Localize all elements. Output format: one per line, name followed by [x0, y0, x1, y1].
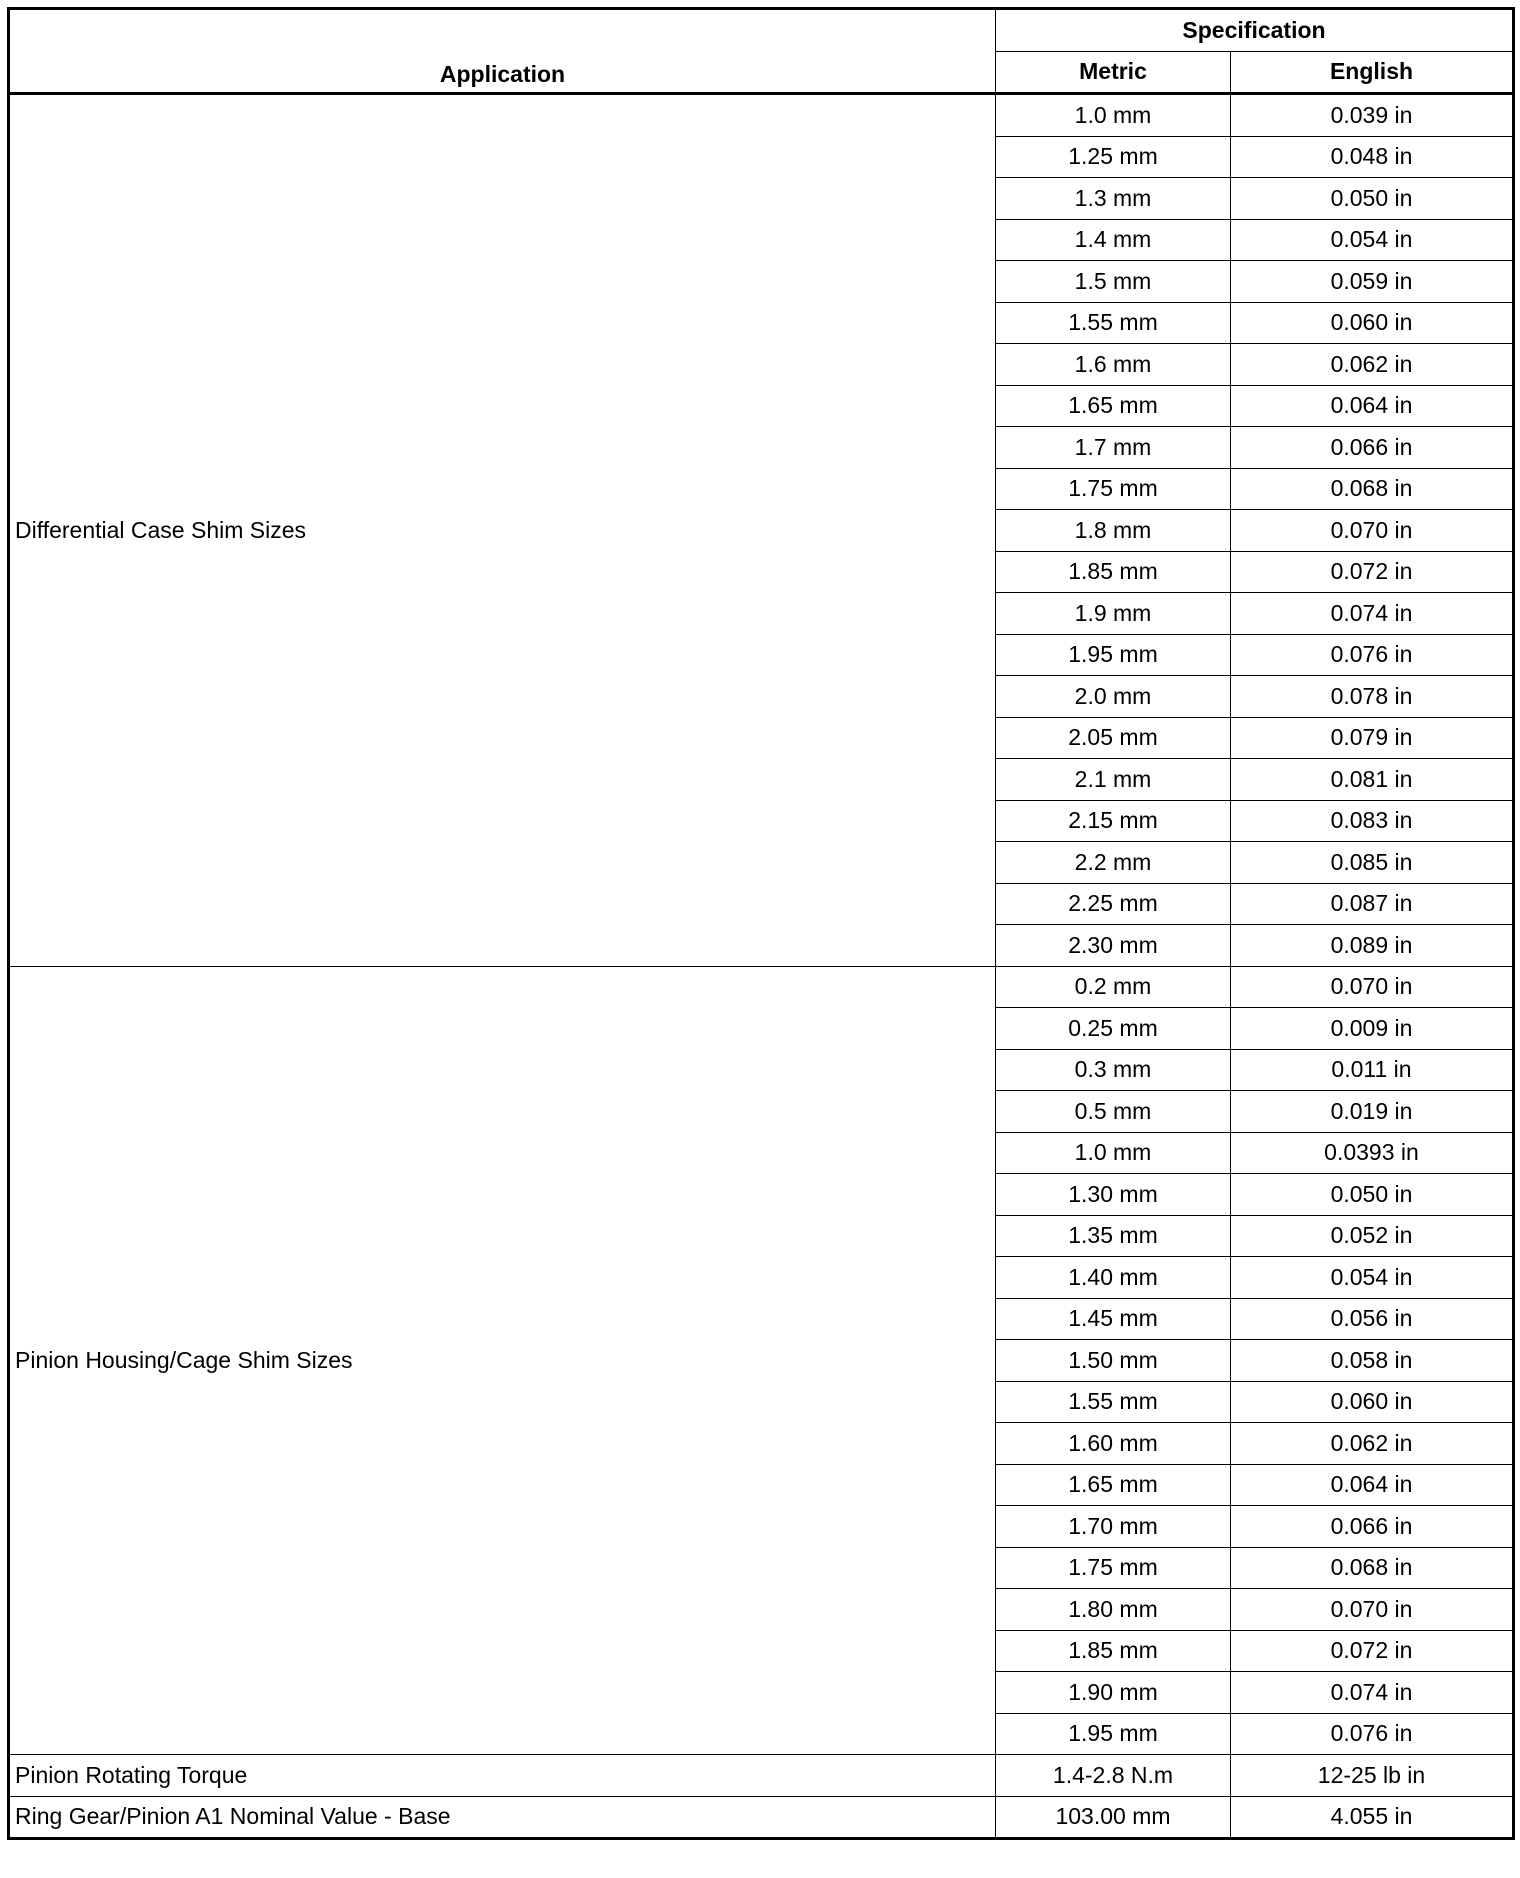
metric-cell: 1.80 mm	[996, 1589, 1231, 1631]
english-cell: 0.039 in	[1231, 94, 1514, 137]
metric-cell: 2.2 mm	[996, 842, 1231, 884]
english-cell: 0.072 in	[1231, 1630, 1514, 1672]
metric-cell: 1.0 mm	[996, 1132, 1231, 1174]
metric-cell: 2.30 mm	[996, 925, 1231, 967]
application-cell: Pinion Housing/Cage Shim Sizes	[9, 966, 996, 1755]
metric-cell: 1.85 mm	[996, 1630, 1231, 1672]
english-cell: 0.072 in	[1231, 551, 1514, 593]
english-cell: 0.076 in	[1231, 1713, 1514, 1755]
metric-cell: 0.5 mm	[996, 1091, 1231, 1133]
metric-cell: 1.4 mm	[996, 219, 1231, 261]
english-cell: 0.0393 in	[1231, 1132, 1514, 1174]
english-cell: 0.066 in	[1231, 1506, 1514, 1548]
metric-cell: 2.05 mm	[996, 717, 1231, 759]
metric-cell: 1.60 mm	[996, 1423, 1231, 1465]
column-header-english: English	[1231, 51, 1514, 94]
metric-cell: 1.0 mm	[996, 94, 1231, 137]
english-cell: 0.054 in	[1231, 219, 1514, 261]
metric-cell: 1.35 mm	[996, 1215, 1231, 1257]
specification-table	[7, 7, 1515, 1840]
english-cell: 0.083 in	[1231, 800, 1514, 842]
metric-cell: 1.25 mm	[996, 136, 1231, 178]
table-body	[9, 94, 1514, 1839]
english-cell: 0.070 in	[1231, 966, 1514, 1008]
english-cell: 0.019 in	[1231, 1091, 1514, 1133]
english-cell: 0.062 in	[1231, 344, 1514, 386]
english-cell: 0.070 in	[1231, 510, 1514, 552]
english-cell: 12-25 lb in	[1231, 1755, 1514, 1797]
english-cell: 0.081 in	[1231, 759, 1514, 801]
metric-cell: 1.75 mm	[996, 1547, 1231, 1589]
column-header-specification: Specification	[996, 9, 1514, 52]
metric-cell: 1.9 mm	[996, 593, 1231, 635]
table-row	[9, 94, 1514, 137]
english-cell: 0.058 in	[1231, 1340, 1514, 1382]
table-row	[9, 1796, 1514, 1839]
english-cell: 0.078 in	[1231, 676, 1514, 718]
english-cell: 0.068 in	[1231, 468, 1514, 510]
english-cell: 0.056 in	[1231, 1298, 1514, 1340]
metric-cell: 1.6 mm	[996, 344, 1231, 386]
metric-cell: 1.7 mm	[996, 427, 1231, 469]
metric-cell: 1.30 mm	[996, 1174, 1231, 1216]
english-cell: 0.060 in	[1231, 302, 1514, 344]
english-cell: 0.074 in	[1231, 593, 1514, 635]
metric-cell: 1.70 mm	[996, 1506, 1231, 1548]
english-cell: 0.074 in	[1231, 1672, 1514, 1714]
application-cell: Differential Case Shim Sizes	[9, 94, 996, 967]
metric-cell: 1.95 mm	[996, 1713, 1231, 1755]
english-cell: 0.079 in	[1231, 717, 1514, 759]
english-cell: 0.060 in	[1231, 1381, 1514, 1423]
metric-cell: 1.8 mm	[996, 510, 1231, 552]
english-cell: 0.054 in	[1231, 1257, 1514, 1299]
metric-cell: 0.3 mm	[996, 1049, 1231, 1091]
english-cell: 0.070 in	[1231, 1589, 1514, 1631]
english-cell: 0.089 in	[1231, 925, 1514, 967]
metric-cell: 0.2 mm	[996, 966, 1231, 1008]
english-cell: 0.087 in	[1231, 883, 1514, 925]
english-cell: 0.059 in	[1231, 261, 1514, 303]
metric-cell: 1.45 mm	[996, 1298, 1231, 1340]
metric-cell: 2.25 mm	[996, 883, 1231, 925]
english-cell: 0.066 in	[1231, 427, 1514, 469]
english-cell: 0.009 in	[1231, 1008, 1514, 1050]
application-cell: Ring Gear/Pinion A1 Nominal Value - Base	[9, 1796, 996, 1839]
metric-cell: 2.1 mm	[996, 759, 1231, 801]
table-row	[9, 966, 1514, 1008]
english-cell: 0.064 in	[1231, 1464, 1514, 1506]
english-cell: 0.050 in	[1231, 1174, 1514, 1216]
english-cell: 0.011 in	[1231, 1049, 1514, 1091]
metric-cell: 1.65 mm	[996, 1464, 1231, 1506]
metric-cell: 1.50 mm	[996, 1340, 1231, 1382]
metric-cell: 2.0 mm	[996, 676, 1231, 718]
metric-cell: 1.90 mm	[996, 1672, 1231, 1714]
metric-cell: 103.00 mm	[996, 1796, 1231, 1839]
english-cell: 0.048 in	[1231, 136, 1514, 178]
english-cell: 0.076 in	[1231, 634, 1514, 676]
metric-cell: 1.85 mm	[996, 551, 1231, 593]
metric-cell: 2.15 mm	[996, 800, 1231, 842]
english-cell: 0.052 in	[1231, 1215, 1514, 1257]
english-cell: 0.068 in	[1231, 1547, 1514, 1589]
metric-cell: 1.55 mm	[996, 302, 1231, 344]
table-row	[9, 1755, 1514, 1797]
english-cell: 4.055 in	[1231, 1796, 1514, 1839]
metric-cell: 1.4-2.8 N.m	[996, 1755, 1231, 1797]
metric-cell: 1.75 mm	[996, 468, 1231, 510]
metric-cell: 0.25 mm	[996, 1008, 1231, 1050]
english-cell: 0.085 in	[1231, 842, 1514, 884]
application-cell: Pinion Rotating Torque	[9, 1755, 996, 1797]
metric-cell: 1.65 mm	[996, 385, 1231, 427]
english-cell: 0.064 in	[1231, 385, 1514, 427]
english-cell: 0.050 in	[1231, 178, 1514, 220]
metric-cell: 1.40 mm	[996, 1257, 1231, 1299]
metric-cell: 1.3 mm	[996, 178, 1231, 220]
column-header-metric: Metric	[996, 51, 1231, 94]
english-cell: 0.062 in	[1231, 1423, 1514, 1465]
metric-cell: 1.5 mm	[996, 261, 1231, 303]
metric-cell: 1.55 mm	[996, 1381, 1231, 1423]
column-header-application: Application	[9, 9, 996, 94]
metric-cell: 1.95 mm	[996, 634, 1231, 676]
